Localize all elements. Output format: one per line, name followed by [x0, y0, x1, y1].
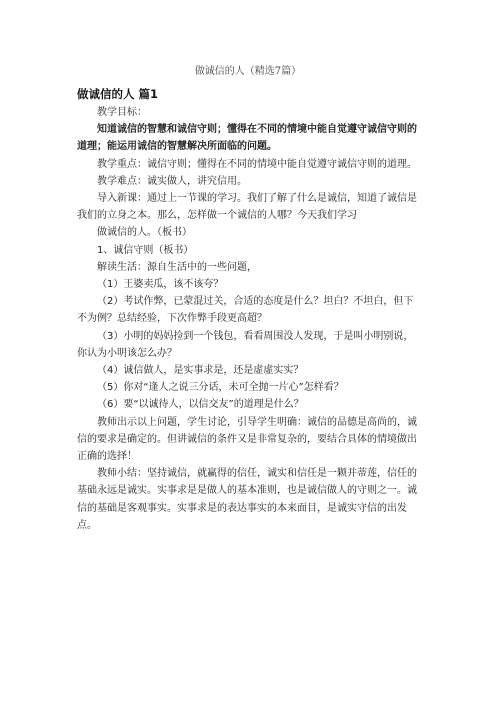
paragraph: 教学重点：诚信守则；懂得在不同的情境中能自觉遵守诚信守则的道理。 — [97, 158, 417, 170]
document-body — [77, 104, 417, 534]
paragraph: 教学目标： — [97, 107, 147, 118]
paragraph: （4）诚信做人，是实事求是，还是虚虚实实？ — [97, 365, 304, 377]
paragraph: 教学难点：诚实做人，讲究信用。 — [97, 175, 247, 187]
paragraph: 导入新课：通过上一节课的学习。我们了解了什么是诚信，知道了诚信是我们的立身之本。那么，怎样做一个诚信的人哪？今天我们学习 — [77, 193, 417, 222]
paragraph: （1）王婆卖瓜，该不该夸？ — [97, 279, 224, 291]
paragraph: （2）考试作弊，已蒙混过关，合适的态度是什么？坦白？不坦白，但下不为例？总结经验，下次作弊手段更高超？ — [77, 296, 414, 325]
paragraph: （3）小明的妈妈捡到一个钱包，看看周围没人发现，于是叫小明别说，你认为小明该怎么办？ — [77, 330, 414, 359]
section-heading: 做诚信的人 篇1 — [77, 87, 159, 101]
paragraph: 知道诚信的智慧和诚信守则；懂得在不同的情境中能自觉遵守诚信守则的道理；能运用诚信的智慧解决所面临的问题。 — [77, 124, 417, 153]
paragraph: 解读生活：源自生活中的一些问题， — [97, 261, 257, 273]
paragraph: （5）你对“逢人之说三分话，未可全抛一片心”怎样看？ — [97, 382, 344, 394]
paragraph: （6）要“以诚待人，以信交友”的道理是什么？ — [97, 399, 304, 411]
paragraph: 1、诚信守则（板书） — [97, 244, 194, 256]
document-title: 做诚信的人（精选7篇） — [194, 66, 302, 77]
paragraph: 做诚信的人。（板书） — [97, 227, 192, 239]
paragraph: 教师出示以上问题，学生讨论，引导学生明确：诚信的品德是高尚的，诚信的要求是确定的。但讲诚信的条件又是非常复杂的，要结合具体的情境做出正确的选择！ — [77, 416, 417, 463]
paragraph: 教师小结：坚持诚信，就赢得的信任，诚实和信任是一颗并蒂莲，信任的基础永远是诚实。实事求是是做人的基本准则，也是诚信做人的守则之一。诚信的基础是客观事实。实事求是的表达事实的本来面目，是诚实守信的出发点。 — [77, 468, 417, 531]
